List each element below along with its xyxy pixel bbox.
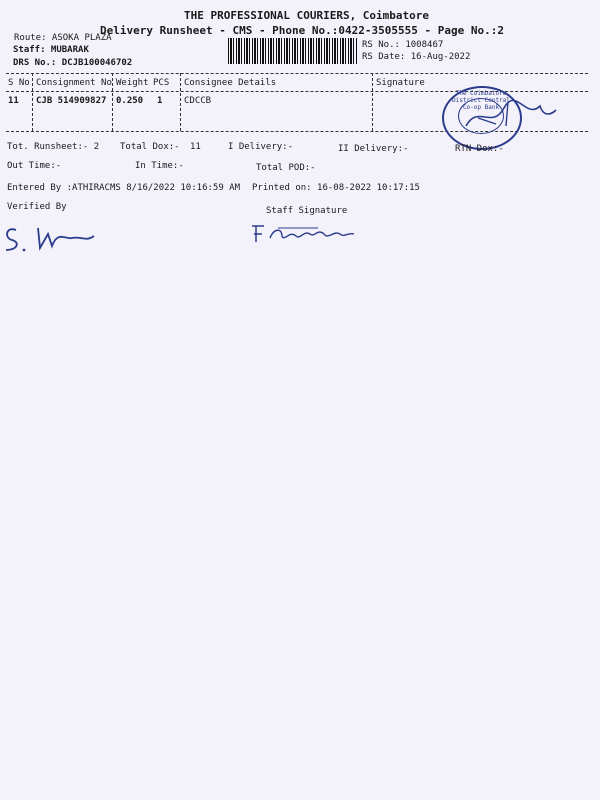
col-header-signature: Signature: [376, 78, 425, 88]
verified-by-signature: [2, 216, 102, 258]
drs-number: DRS No.: DCJB100046702: [13, 58, 133, 68]
col-divider: [112, 73, 113, 131]
in-time: In Time:-: [135, 161, 184, 171]
row-consignment-no: CJB 514909827: [36, 96, 107, 106]
rs-number: RS No.: 1008467: [362, 40, 444, 50]
rtn-dox: RTN Dox:-: [455, 144, 504, 154]
printed-on: Printed on: 16-08-2022 10:17:15: [252, 183, 420, 193]
route-label: Route: ASOKA PLAZA: [14, 33, 112, 43]
row-pcs: 1: [157, 96, 163, 106]
col-header-sno: S No: [8, 78, 30, 88]
out-time: Out Time:-: [7, 161, 62, 171]
total-pod: Total POD:-: [256, 163, 316, 173]
col-header-consignee: Consignee Details: [184, 78, 277, 88]
rs-date: RS Date: 16-Aug-2022: [362, 52, 471, 62]
total-runsheet: Tot. Runsheet:- 2: [7, 142, 100, 152]
col-divider: [180, 73, 181, 131]
col-divider: [32, 73, 33, 131]
row-signature-scribble: [448, 96, 558, 136]
staff-signature-scribble: [248, 220, 358, 248]
col-header-weight: Weight: [116, 78, 149, 88]
staff-signature-label: Staff Signature: [266, 206, 348, 216]
row-weight: 0.250: [116, 96, 144, 106]
company-name: THE PROFESSIONAL COURIERS, Coimbatore: [184, 9, 430, 22]
col-header-consignment: Consignment No: [36, 78, 112, 88]
verified-by-label: Verified By: [7, 202, 67, 212]
i-delivery: I Delivery:-: [228, 142, 294, 152]
col-header-pcs: PCS: [153, 78, 170, 88]
barcode-image: [228, 38, 358, 64]
stamp-text: The Coimbatore District Central Co-op Bank: [452, 90, 510, 111]
ii-delivery: II Delivery:-: [338, 144, 409, 154]
col-divider: [372, 73, 373, 131]
staff-label: Staff: MUBARAK: [13, 45, 89, 55]
total-dox-value: 11: [190, 142, 201, 152]
row-sno: 11: [8, 96, 19, 106]
table-top-rule: [6, 73, 588, 74]
entered-by: Entered By :ATHIRACMS 8/16/2022 10:16:59 AM: [7, 183, 240, 193]
row-consignee: CDCCB: [184, 96, 212, 106]
total-dox-label: Total Dox:-: [120, 142, 180, 152]
runsheet-subtitle: Delivery Runsheet - CMS - Phone No.:0422-3505555 - Page No.:2: [100, 24, 504, 37]
